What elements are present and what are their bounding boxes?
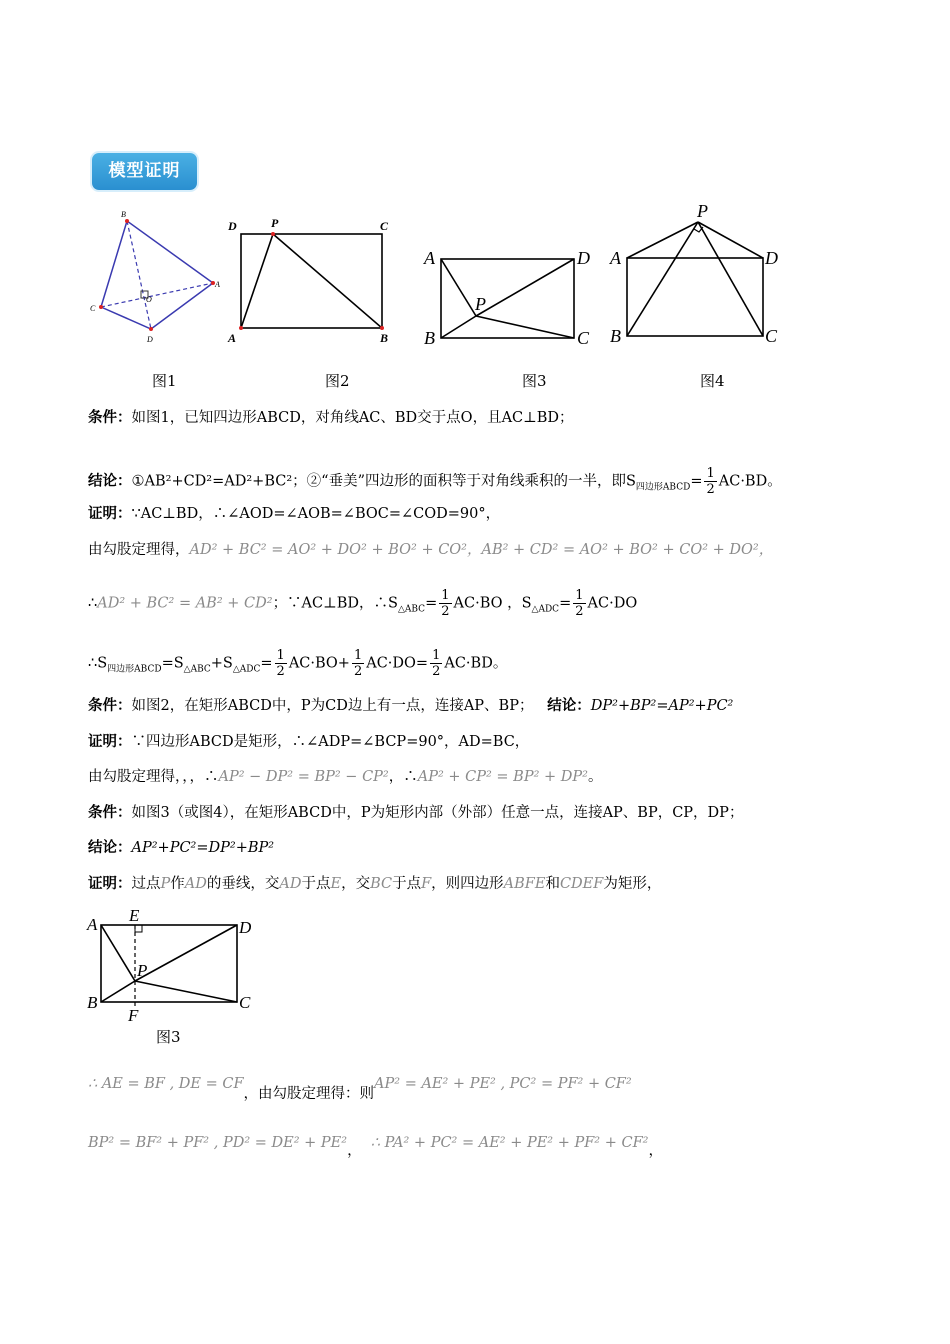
fig4-caption: 图4	[700, 372, 725, 390]
fig2-label-p: P	[271, 216, 279, 230]
condition-2: 条件：如图2，在矩形ABCD中，P为CD边上有一点，连接AP、BP； 结论：DP²+BP²=AP²+PC²	[88, 697, 734, 714]
proof-3: 证明：过点P作AD的垂线，交AD于点E，交BC于点F，则四边形ABFE和CDEF为矩形，	[88, 875, 662, 892]
fig1-caption: 图1	[152, 372, 177, 390]
fig1-label-c: C	[90, 304, 96, 313]
fig5-label-c: C	[239, 993, 251, 1012]
fig2-caption: 图2	[325, 372, 350, 390]
proof-2-line-2: 由勾股定理得，，，∴AP² − DP² = BP² − CP²，∴AP² + CP² = BP² + DP²。	[88, 769, 603, 785]
fig4-label-p: P	[697, 201, 708, 221]
equation-line-1: ∴ AE = BF , DE = CF，由勾股定理得：则AP² = AE² + PE² , PC² = PF² + CF²	[88, 1076, 632, 1102]
proof-2: 证明：∵四边形ABCD是矩形，∴∠ADP=∠BCP=90°，AD=BC，	[88, 733, 530, 750]
fig3-label-p: P	[475, 294, 486, 314]
fig5-label-e: E	[129, 906, 140, 925]
figure-5	[84, 903, 264, 1023]
fig5-label-d: D	[239, 918, 252, 937]
condition-3: 条件：如图3（或图4），在矩形ABCD中，P为矩形内部（外部）任意一点，连接AP、BP，CP，DP；	[88, 804, 744, 821]
fig3-label-b: B	[424, 328, 435, 348]
figure-2	[225, 212, 400, 347]
fig2-label-d: D	[228, 219, 237, 233]
fig2-label-a: A	[228, 331, 237, 345]
proof-1-line-2: 由勾股定理得，AD² + BC² = AO² + DO² + BO² + CO²，AB² + CD² = AO² + BO² + CO² + DO²，	[88, 542, 774, 558]
fig5-caption: 图3	[156, 1028, 181, 1046]
fig2-label-c: C	[380, 219, 389, 233]
conclusion-3: 结论：AP²+PC²=DP²+BP²	[88, 839, 275, 856]
fig1-label-o: O	[146, 295, 152, 304]
condition-1: 条件：如图1，已知四边形ABCD，对角线AC、BD交于点O，且AC⊥BD；	[88, 409, 574, 426]
fig5-label-a: A	[87, 915, 98, 934]
fig1-label-d: D	[147, 335, 153, 344]
fig5-label-b: B	[87, 993, 98, 1012]
proof-1: 证明：∵AC⊥BD，∴∠AOD=∠AOB=∠BOC=∠COD=90°，	[88, 505, 501, 522]
fig4-label-a: A	[610, 248, 621, 268]
fig5-label-f: F	[128, 1006, 139, 1023]
fig3-label-d: D	[577, 248, 590, 268]
fig3-label-a: A	[424, 248, 435, 268]
fig4-label-d: D	[765, 248, 778, 268]
fig2-label-b: B	[380, 331, 389, 345]
fig1-label-a: A	[215, 280, 220, 289]
conclusion-1: 结论：①AB²+CD²=AD²+BC²；②“垂美”四边形的面积等于对角线乘积的一半，即$S_{四边形ABCD}=$ $\frac{1}{2}$ AC·BD。	[88, 466, 782, 497]
fig5-label-p: P	[137, 961, 148, 980]
figure-4	[605, 198, 795, 350]
fig4-label-c: C	[765, 326, 778, 346]
fig1-label-b: B	[121, 210, 126, 219]
fig3-label-c: C	[577, 328, 590, 348]
figure-3	[420, 240, 600, 350]
equation-line-2: BP² = BF² + PF² , PD² = DE² + PE²， ∴ PA² + PC² = AE² + PE² + PF² + CF²，	[88, 1135, 663, 1159]
figure-1	[85, 205, 225, 350]
proof-1-line-3: ∴AD² + BC² = AB² + CD²；∵AC⊥BD，$\therefore S_{\triangle ABC}=$ $\frac{1}{2}$ AC·BO ，$S_{\triangle ADC}=$ $\frac{1}{2}$ AC·DO	[88, 588, 638, 619]
section-badge: 模型证明	[92, 153, 197, 190]
proof-1-line-4: $\therefore S_{四边形ABCD}=S_{\triangle ABC}+S_{\triangle ADC}=$ $\frac{1}{2}$ AC·BO+ $\frac{1}{2}$ AC·DO= $\frac{1}{2}$ AC·BD。	[88, 648, 508, 679]
fig3-caption: 图3	[522, 372, 547, 390]
fig4-label-b: B	[610, 326, 621, 346]
